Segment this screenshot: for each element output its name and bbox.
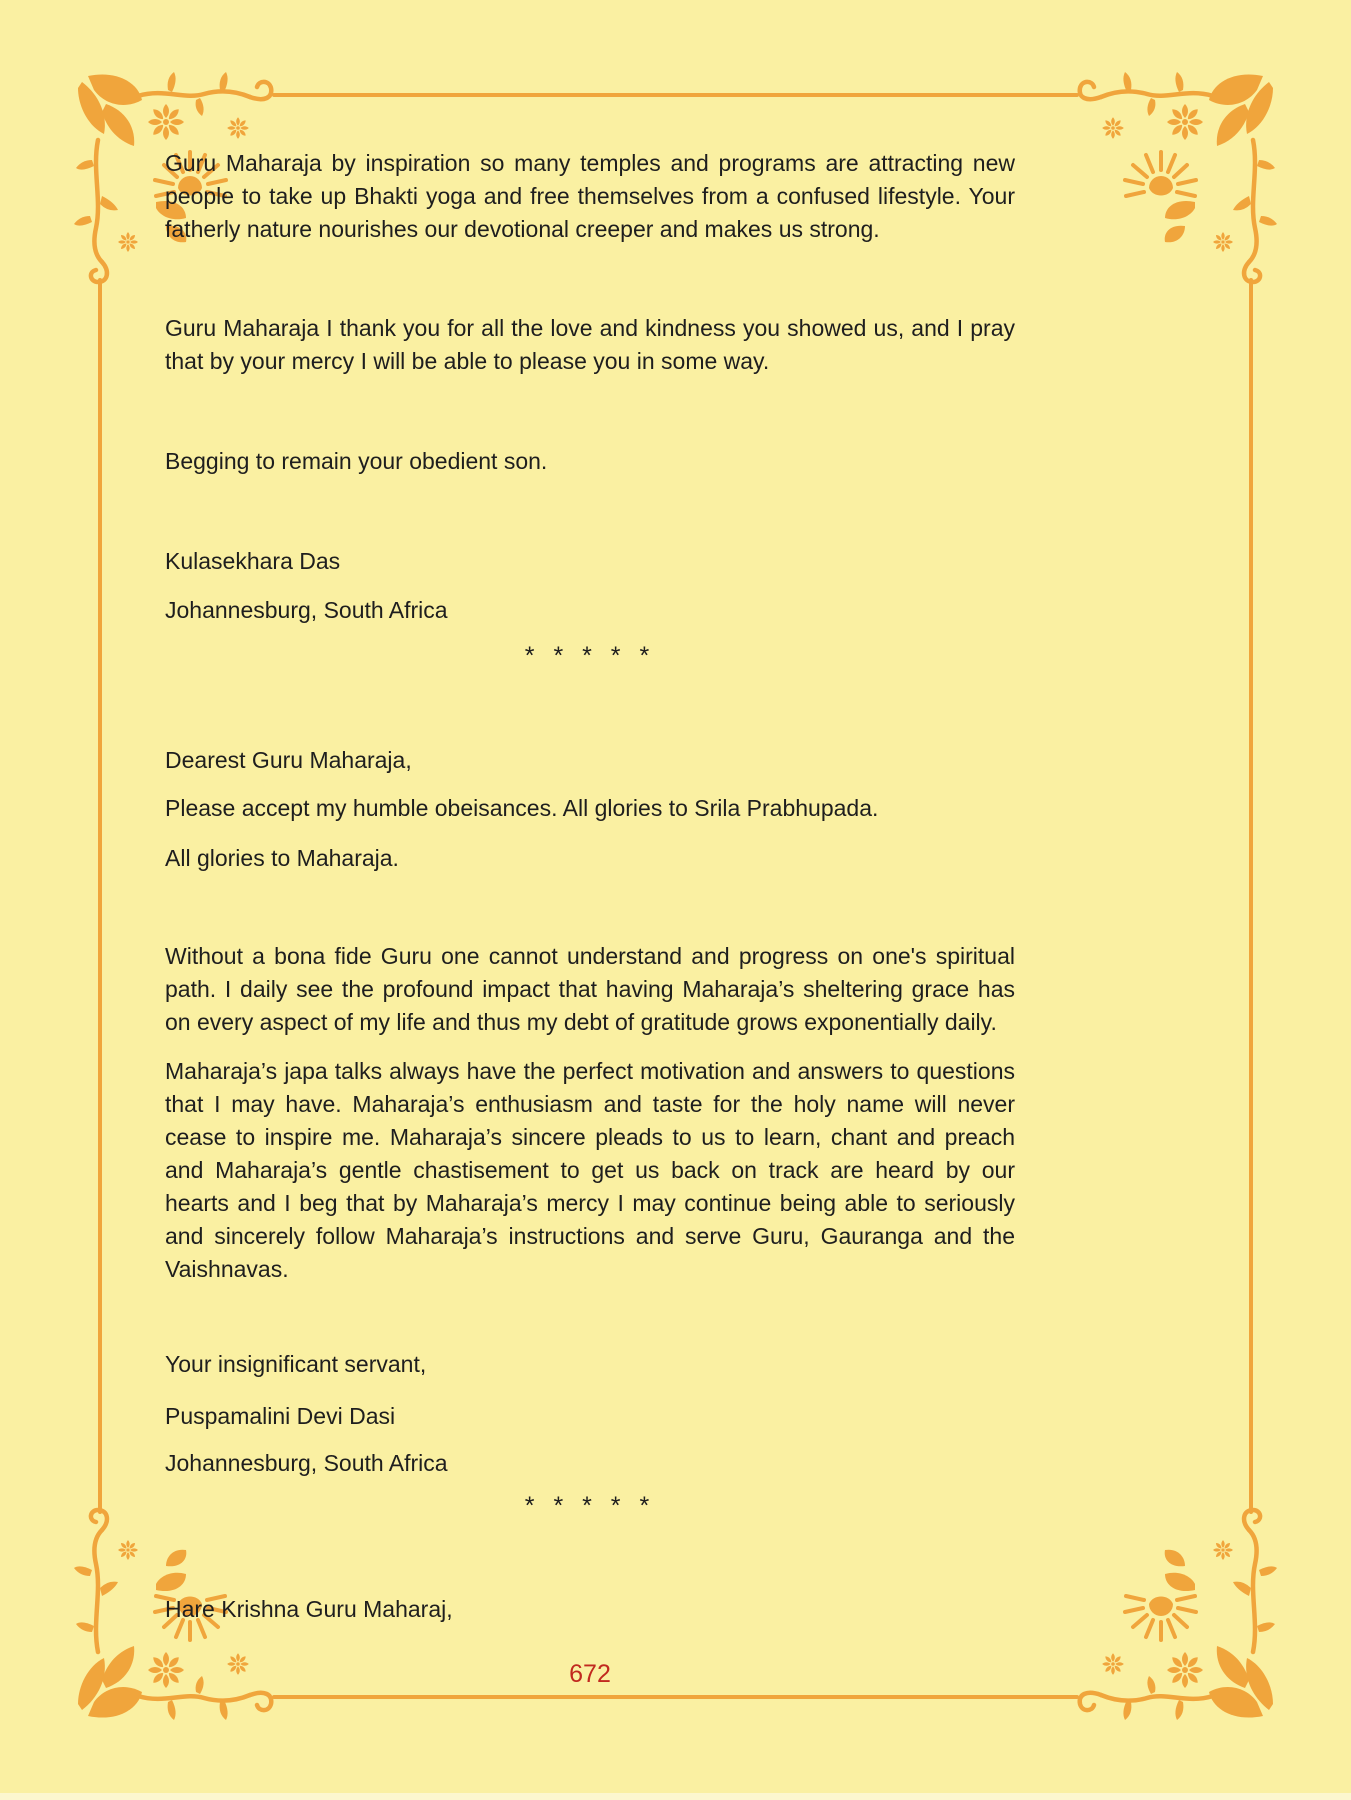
letter2-closing: Your insignificant servant,	[165, 1351, 427, 1377]
letter2-signature-place: Johannesburg, South Africa	[165, 1450, 448, 1476]
letter1-closing: Begging to remain your obedient son.	[165, 448, 548, 474]
border-line-right	[1249, 278, 1253, 1514]
letter-text-column	[165, 0, 1015, 1626]
letter2-signature-name: Puspamalini Devi Dasi	[165, 1403, 396, 1429]
letter3-salutation: Hare Krishna Guru Maharaj,	[165, 1596, 453, 1622]
floral-corner-ornament-top-right	[1064, 70, 1279, 305]
page-number: 672	[569, 1660, 611, 1688]
page-bottom-edge	[0, 1793, 1351, 1800]
letter1-signature-place: Johannesburg, South Africa	[165, 597, 448, 623]
letter2-obeisance-2: All glories to Maharaja.	[165, 845, 399, 871]
border-line-left	[98, 278, 102, 1514]
floral-corner-ornament-bottom-right	[1064, 1487, 1279, 1722]
letter2-paragraph-2: Maharaja’s japa talks always have the perfect motivation and answers to questions that I may have. Maharaja’s enthusiasm and taste for the holy name will never cease to inspire me. Maharaja’s sincere pleads to us to learn, chant and preach and Maharaja’s gentle chastisement to get us back on track are heard by our hearts and I beg that by Maharaja’s mercy I may continue being able to seriously and sincerely follow Maharaja’s instructions and serve Guru, Gauranga and the Vaishnavas.	[165, 1058, 1015, 1282]
letter2-paragraph-1: Without a bona fide Guru one cannot understand and progress on one's spiritual path. I daily see the profound impact that having Maharaja’s sheltering grace has on every aspect of my life and thus my debt of gratitude grows exponentially daily.	[165, 943, 1015, 1035]
border-line-bottom	[272, 1695, 1079, 1699]
letter1-paragraph-1: Guru Maharaja by inspiration so many temples and programs are attracting new people to take up Bhakti yoga and free themselves from a confused lifestyle. Your fatherly nature nourishes our devotional creeper and makes us strong.	[165, 150, 1015, 242]
letter2-salutation: Dearest Guru Maharaja,	[165, 747, 412, 773]
star-separator-2: * * * * *	[524, 1492, 656, 1520]
star-separator-1: * * * * *	[524, 642, 656, 670]
letter1-signature-name: Kulasekhara Das	[165, 548, 341, 574]
letter1-paragraph-2: Guru Maharaja I thank you for all the love and kindness you showed us, and I pray that by your mercy I will be able to please you in some way.	[165, 315, 1015, 374]
letter2-obeisance-1: Please accept my humble obeisances. All glories to Srila Prabhupada.	[165, 795, 879, 821]
